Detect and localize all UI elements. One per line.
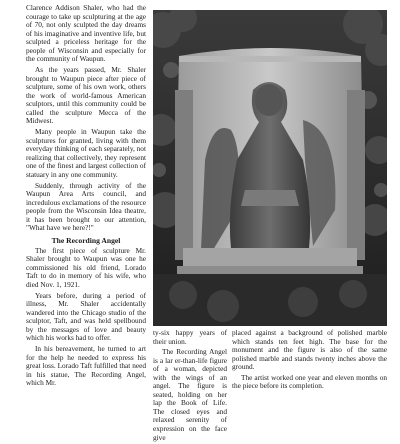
paragraph: As the years passed, Mr. Shaler brought to Waupun piece after piece of sculpture, some of his own work, others the work of world-famous American sculptors, until this community could be called the sculpture Mecca of the Midwest.	[26, 65, 146, 126]
right-text-column	[232, 329, 387, 393]
middle-text-column	[153, 329, 227, 444]
paragraph: In his bereavement, he turned to art for the help he needed to express his great loss. Lorado Taft fulfilled that need in his statue, The Recording Angel, which Mr.	[26, 344, 146, 388]
paragraph: The first piece of sculpture Mr. Shaler brought to Waupun was one he commissioned his old friend, Lorado Taft to do in memory of his wife, who died Nov. 1, 1921.	[26, 245, 146, 289]
section-heading: The Recording Angel	[51, 235, 121, 245]
paragraph: The Recording Angel is a lar er-than-life figure of a woman, depicted with the wings of an angel. The figure is seated, holding on her lap the Book of Life. The closed eyes and relaxed serenity of expression on the face give	[153, 347, 227, 442]
paragraph: ty-six happy years of their union.	[153, 328, 227, 346]
paragraph: Suddenly, through activity of the Waupun Area Arts council, and incredulous exclamations of the resource people from the Wisconsin Idea theatre, it has been brought to our attention, "What have we here?!"	[26, 180, 146, 233]
paragraph: Many people in Waupun take the sculptures for granted, living with them everyday thinking of each separately, not realizing that collectively, they represent one of the finest and largest collection of statuary in any one community.	[26, 127, 146, 179]
recording-angel-statue-photo-icon	[153, 10, 387, 326]
paragraph: Clarence Addison Shaler, who had the courage to take up sculpturing at the age of 70, not only sculpted the day dreams of his imaginative and inventive life, but sculpted a priceless heritage for the people of Wisconsin and especially for the community of Waupun.	[26, 3, 146, 64]
paragraph: The artist worked one year and eleven months on the piece before its completion.	[232, 372, 387, 391]
statue-photo	[153, 10, 387, 326]
paragraph: Years before, during a period of illness, Mr. Shaler accidentally wandered into the Chicago studio of the sculptor, Taft, and was held spellbound by the messages of love and beauty which his works had to offer.	[26, 290, 146, 343]
left-text-column	[26, 4, 146, 390]
paragraph: placed against a background of polished marble which stands ten feet high. The base for the monument and the figure is also of the same polished marble and stands twenty inches above the ground.	[232, 328, 387, 372]
